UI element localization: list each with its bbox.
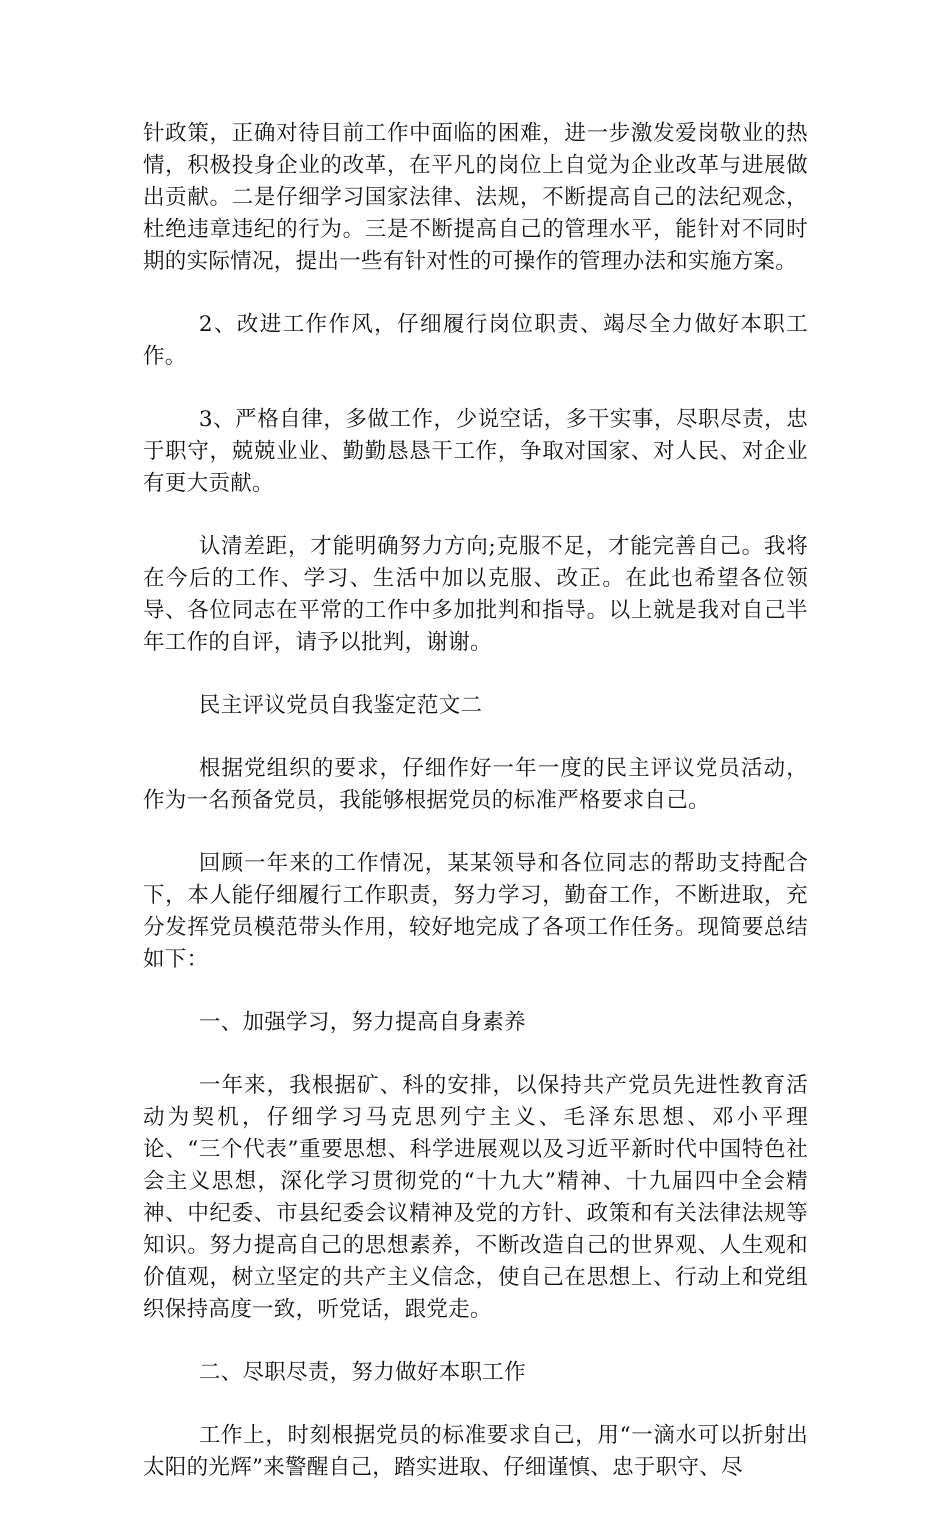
heading-strengthen-study: 一、加强学习，努力提高自身素养 (198, 1010, 526, 1035)
paragraph-conclusion: 认清差距，才能明确努力方向;克服不足，才能完善自己。我将在今后的工作、学习、生活中加以克服、改正。在此也希望各位领导、各位同志在平常的工作中多加批判和指导。以上就是我对自己半年工作的自评，请予以批判，谢谢。 (143, 534, 808, 655)
heading-duties: 二、尽职尽责，努力做好本职工作 (198, 1360, 526, 1385)
paragraph-work-details: 工作上，时刻根据党员的标准要求自己，用“一滴水可以折射出太阳的光辉”来警醒自己，踏实进取、仔细谨慎、忠于职守、尽 (143, 1423, 808, 1480)
paragraph-intro: 根据党组织的要求，仔细作好一年一度的民主评议党员活动，作为一名预备党员，我能够根据党员的标准严格要求自己。 (143, 756, 808, 813)
section-title-sample-two: 民主评议党员自我鉴定范文二 (198, 693, 483, 718)
paragraph-review: 回顾一年来的工作情况，某某领导和各位同志的帮助支持配合下，本人能仔细履行工作职责，努力学习，勤奋工作，不断进取，充分发挥党员模范带头作用，较好地完成了各项工作任务。现简要总结如下： (143, 851, 808, 972)
document-body (143, 118, 808, 1515)
paragraph-item-2: 2、改进工作作风，仔细履行岗位职责、竭尽全力做好本职工作。 (143, 312, 808, 369)
paragraph-continued-policy: 针政策，正确对待目前工作中面临的困难，进一步激发爱岗敬业的热情，积极投身企业的改革，在平凡的岗位上自觉为企业改革与进展做出贡献。二是仔细学习国家法律、法规，不断提高自己的法纪观念，杜绝违章违纪的行为。三是不断提高自己的管理水平，能针对不同时期的实际情况，提出一些有针对性的可操作的管理办法和实施方案。 (143, 121, 808, 274)
paragraph-study-details: 一年来，我根据矿、科的安排，以保持共产党员先进性教育活动为契机，仔细学习马克思列宁主义、毛泽东思想、邓小平理论、“三个代表”重要思想、科学进展观以及习近平新时代中国特色社会主义思想，深化学习贯彻党的“十九大”精神、十九届四中全会精神、中纪委、市县纪委会议精神及党的方针、政策和有关法律法规等知识。努力提高自己的思想素养，不断改造自己的世界观、人生观和价值观，树立坚定的共产主义信念，使自己在思想上、行动上和党组织保持高度一致，听党话，跟党走。 (143, 1073, 808, 1322)
paragraph-item-3: 3、严格自律，多做工作，少说空话，多干实事，尽职尽责，忠于职守，兢兢业业、勤勤恳恳干工作，争取对国家、对人民、对企业有更大贡献。 (143, 407, 808, 496)
